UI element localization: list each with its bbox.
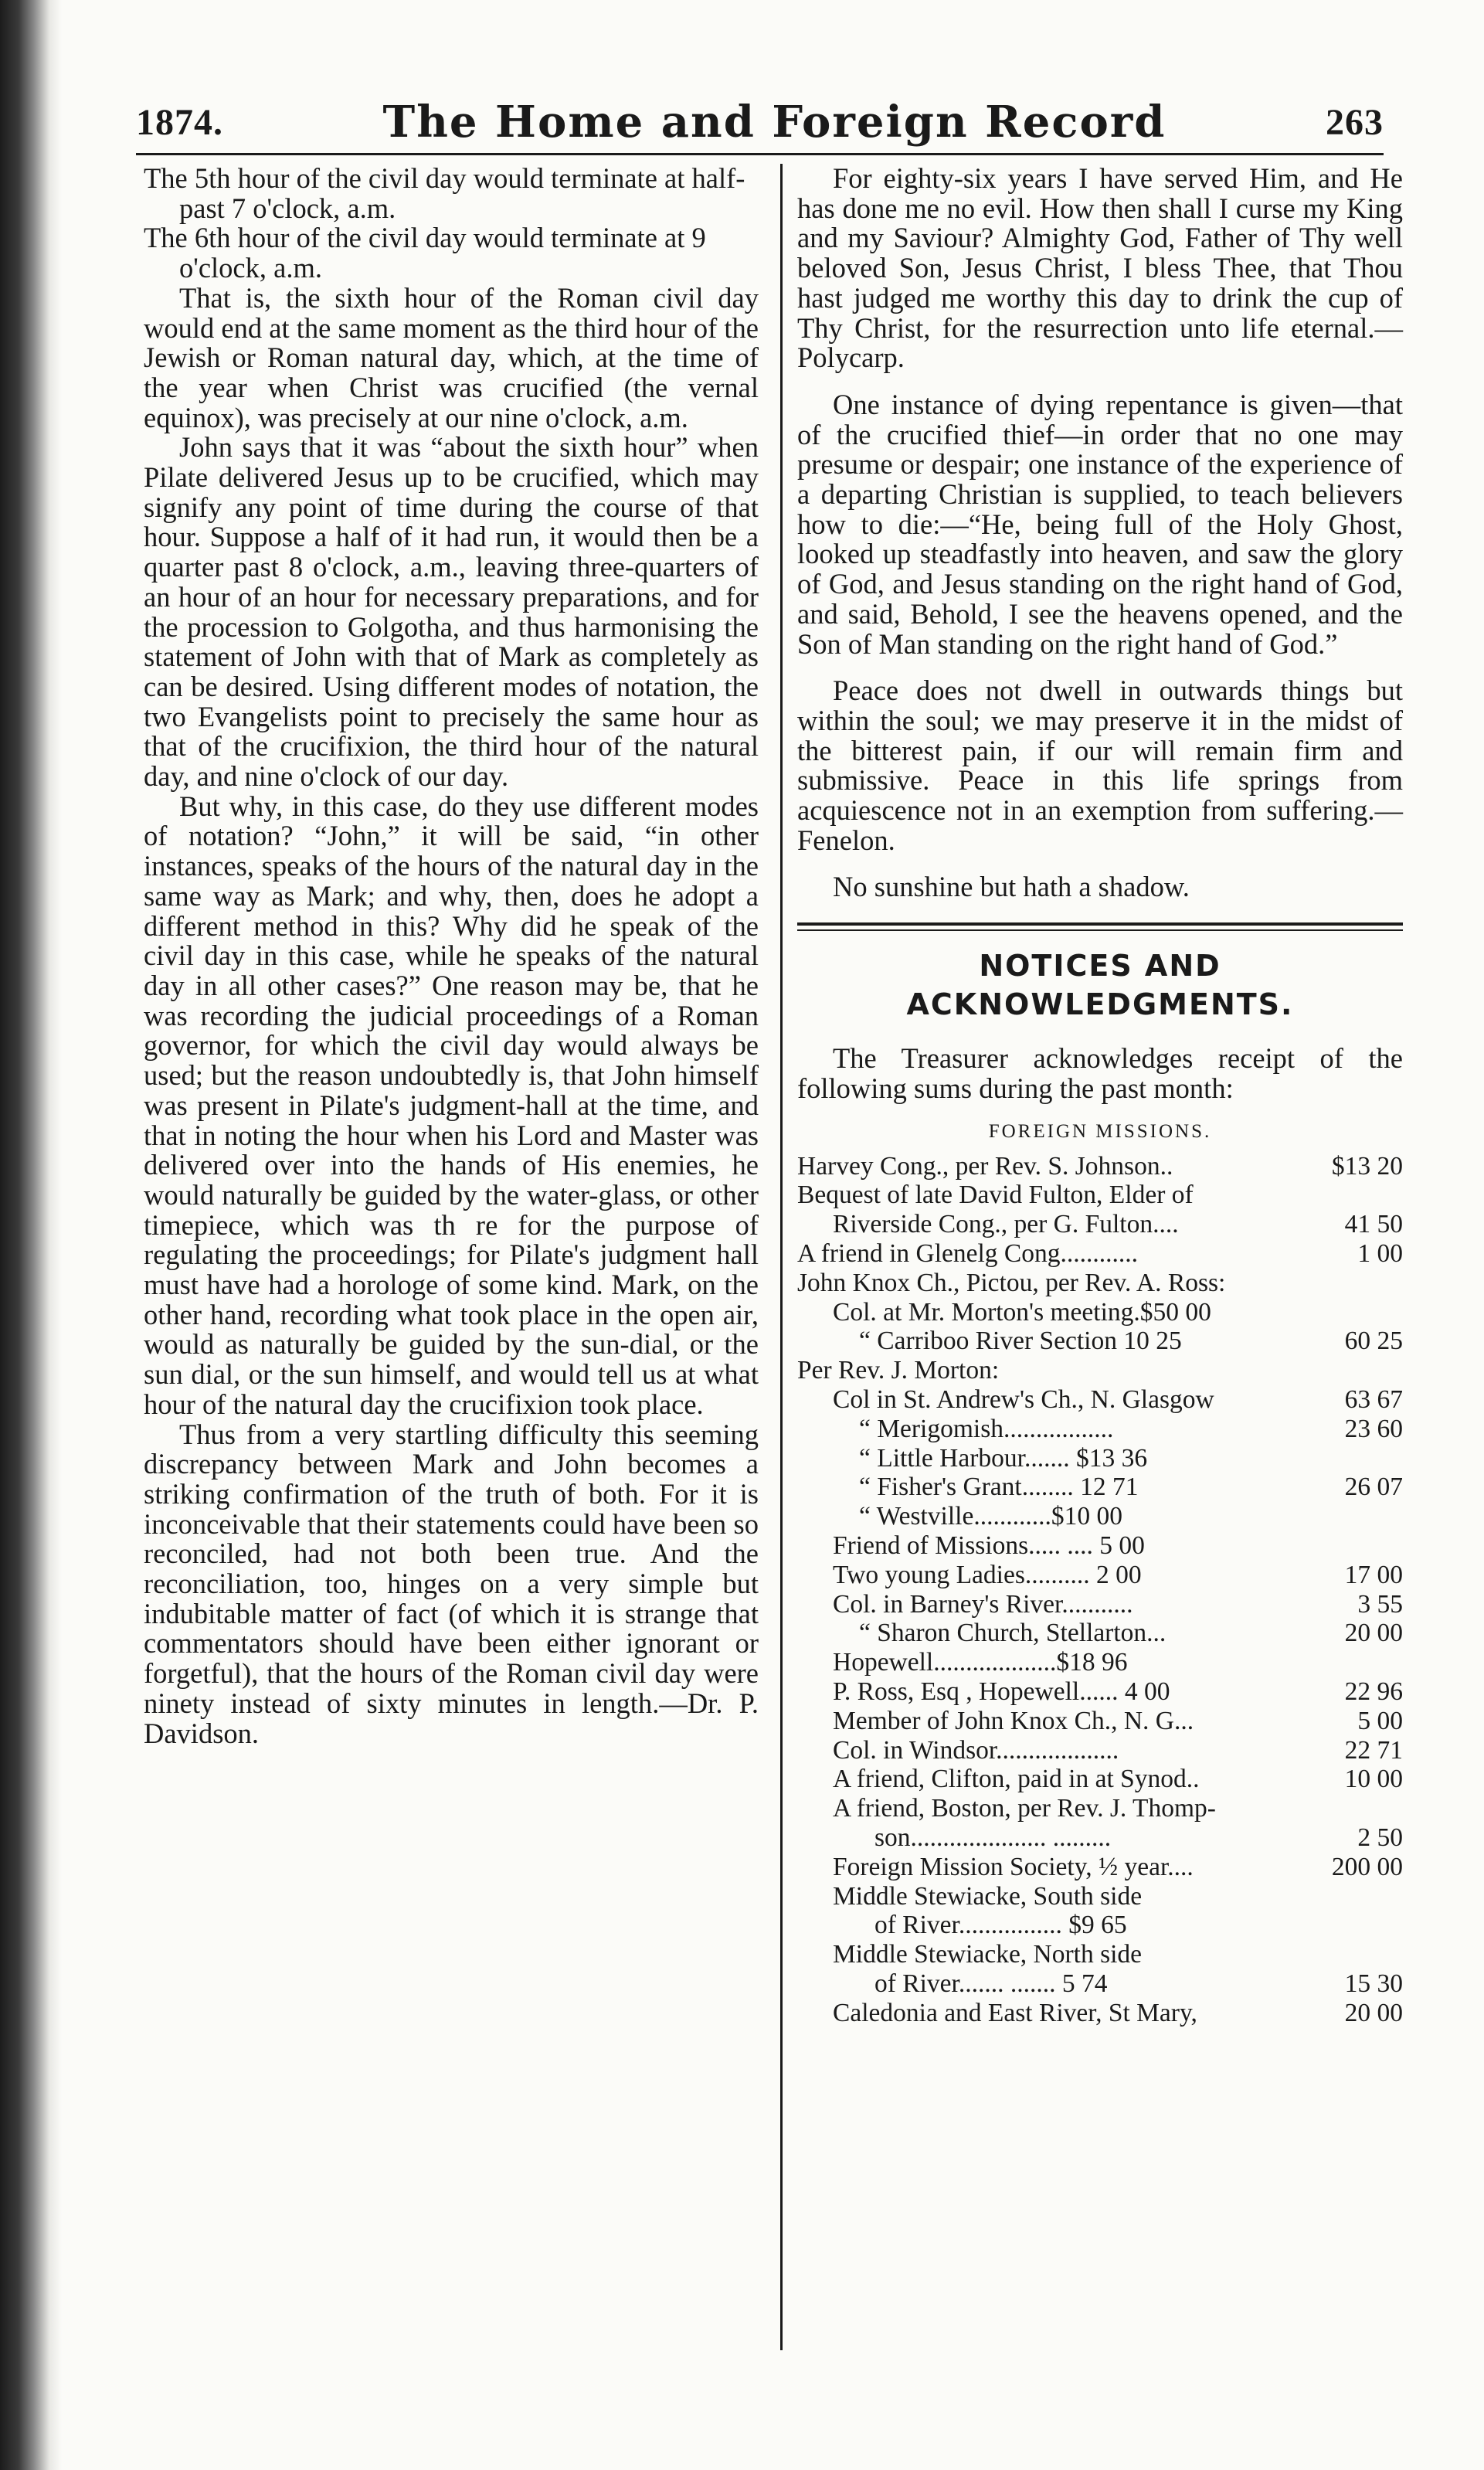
list-item: Col. at Mr. Morton's meeting.$50 00 [833, 1297, 1211, 1327]
left-column [144, 164, 759, 1748]
dying-repentance-paragraph: One instance of dying repentance is given—that of the crucified thief—in order that no one may presume or despair; one instance of the experience of a departing Christian is supplied, to teach believers how to die:—“He, being full of the Holy Ghost, looked up steadfastly into heaven, and saw the glory of God, and Jesus standing on the right hand of God, and said, Behold, I see the heavens opened, and the Son of Man standing on the right hand of God.” [797, 388, 1403, 660]
page-number: 263 [1326, 101, 1384, 143]
list-item: Bequest of late David Fulton, Elder of [797, 1181, 1194, 1210]
list-item: “ Westville............$10 00 [859, 1502, 1122, 1531]
section-rule [797, 922, 1403, 931]
list-item: Per Rev. J. Morton: [797, 1356, 1000, 1385]
list-item: Two young Ladies.......... 2 00 17 00 [833, 1560, 1403, 1589]
paragraph-john-sixth-hour: John says that it was “about the sixth hour” when Pilate delivered Jesus up to be crucified, which may signify any point of time during the course of that hour. Suppose a half of it had run, it would then be a quarter past 8 o'clock, a.m., leaving three-quarters of an hour of an hour for necessary preparations, and for the procession to Golgotha, and thus harmonising the statement of John with that of Mark as completely as can be desired. Using different modes of notation, the two Evangelists point to precisely the same hour as that of the crucifixion, the third hour of the natural day, and nine o'clock of our day. [144, 431, 759, 793]
polycarp-quote: For eighty-six years I have served Him, and He has done me no evil. How then shall I curse my King and my Saviour? Almighty God, Father of Thy well beloved Son, Jesus Christ, I bless Thee, that Thou hast judged me worthy this day to drink the cup of Thy Christ, for the resurrection unto life eternal.—Polycarp. [797, 162, 1403, 374]
list-item: “ Sharon Church, Stellarton... 20 00 [859, 1619, 1403, 1648]
list-item: “ Merigomish................. 23 60 [859, 1414, 1403, 1443]
notices-heading: NOTICES AND ACKNOWLEDGMENTS. [906, 949, 1294, 1022]
list-item: Col in St. Andrew's Ch., N. Glasgow 63 67 [833, 1384, 1403, 1414]
list-item: Member of John Knox Ch., N. G... 5 00 [833, 1706, 1403, 1735]
list-item: Middle Stewiacke, South side [833, 1881, 1143, 1911]
sunshine-proverb: No sunshine but hath a shadow. [833, 871, 1190, 903]
list-item: Col. in Windsor................... 22 71 [833, 1735, 1403, 1765]
list-item: P. Ross, Esq , Hopewell...... 4 00 22 96 [833, 1677, 1403, 1706]
list-item: “ Little Harbour....... $13 36 [859, 1443, 1148, 1473]
header-year: 1874. [136, 101, 223, 143]
list-item: Riverside Cong., per G. Fulton.... 41 50 [833, 1210, 1403, 1239]
hour-6-line: The 6th hour of the civil day would terminate at 9 o'clock, a.m. [144, 222, 706, 284]
list-item: John Knox Ch., Pictou, per Rev. A. Ross: [797, 1268, 1226, 1297]
list-item: Friend of Missions..... .... 5 00 [833, 1531, 1145, 1560]
list-item: of River................ $9 65 [874, 1911, 1127, 1940]
foreign-missions-heading: FOREIGN MISSIONS. [988, 1120, 1212, 1142]
list-item: A friend in Glenelg Cong............ 1 00 [797, 1238, 1403, 1268]
list-item: A friend, Boston, per Rev. J. Thomp- [833, 1794, 1216, 1823]
fenelon-quote: Peace does not dwell in outwards things but within the soul; we may preserve it in the midst of the bitterest pain, if our will remain firm and submissive. Peace in this life springs from acquiescence not in an exemption from suffering.—Fenelon. [797, 674, 1403, 856]
list-item: A friend, Clifton, paid in at Synod.. 10 00 [833, 1765, 1403, 1794]
paragraph-conclusion: Thus from a very startling difficulty this seeming discrepancy between Mark and John becomes a striking confirmation of the truth of both. For it is inconceivable that their statements could have been so reconciled, had not both been true. And the reconciliation, too, hinges on a very simple but indubitable matter of fact (of which it is strange that commentators should have been either ignorant or forgetful), that the hours of the Roman civil day were ninety instead of sixty minutes in length.—Dr. P. Davidson. [144, 1418, 759, 1749]
list-item: Harvey Cong., per Rev. S. Johnson.. $13 20 [797, 1151, 1403, 1181]
list-item: Foreign Mission Society, ½ year.... 200 00 [833, 1852, 1403, 1881]
list-item: Hopewell...................$18 96 [833, 1648, 1128, 1677]
paragraph-modes-of-notation: But why, in this case, do they use different modes of notation? “John,” it will be said, “in other instances, speaks of the hours of the natural day in the same way as Mark; and why, then, does he adopt a different method in this? Why did he speak of the civil day in this case, while he speaks of the natural day in all other cases?” One reason may be, that he was recording the judicial proceedings of a Roman governor, for which the civil day would always be used; but the reason undoubtedly is, that John himself was present in Pilate's judgment-hall at the time, and that in noting the hour when his Lord and Master was delivered over into the hands of His enemies, he would naturally be guided by the water-glass, or other timepiece, which was th re for the purpose of regulating the proceedings; for Pilate's judgment hall must have had a horologe of some kind. Mark, on the other hand, recording what took place in the open air, would as naturally be guided by the sun-dial, or the sun dial, or the sun himself, and would tell us at what hour of the natural day the crucifixion took place. [144, 790, 759, 1420]
column-divider [780, 164, 783, 2350]
list-item: “ Fisher's Grant........ 12 71 26 07 [859, 1473, 1403, 1502]
treasurer-statement: The Treasurer acknowledges receipt of the following sums during the past month: [797, 1042, 1403, 1104]
page-header [136, 91, 1384, 155]
list-item: of River....... ....... 5 74 15 30 [874, 1969, 1403, 1998]
list-item: “ Carriboo River Section 10 25 60 25 [859, 1327, 1403, 1356]
header-title: The Home and Foreign Record [382, 97, 1166, 148]
list-item: Col. in Barney's River........... 3 55 [833, 1589, 1403, 1619]
paragraph-roman-civil-day: That is, the sixth hour of the Roman civil day would end at the same moment as the third hour of the Jewish or Roman natural day, which, at the time of the year when Christ was crucified (the vernal equinox), was precisely at our nine o'clock, a.m. [144, 281, 759, 433]
list-item: son..................... ......... 2 50 [874, 1823, 1403, 1852]
acknowledgment-list [797, 1152, 1403, 2028]
list-item: Middle Stewiacke, North side [833, 1940, 1143, 1969]
hour-5-line: The 5th hour of the civil day would terminate at half-past 7 o'clock, a.m. [144, 162, 745, 224]
right-column [797, 164, 1403, 2027]
list-item: Caledonia and East River, St Mary, 20 00 [833, 1998, 1403, 2027]
book-spine-shadow [0, 0, 62, 2470]
